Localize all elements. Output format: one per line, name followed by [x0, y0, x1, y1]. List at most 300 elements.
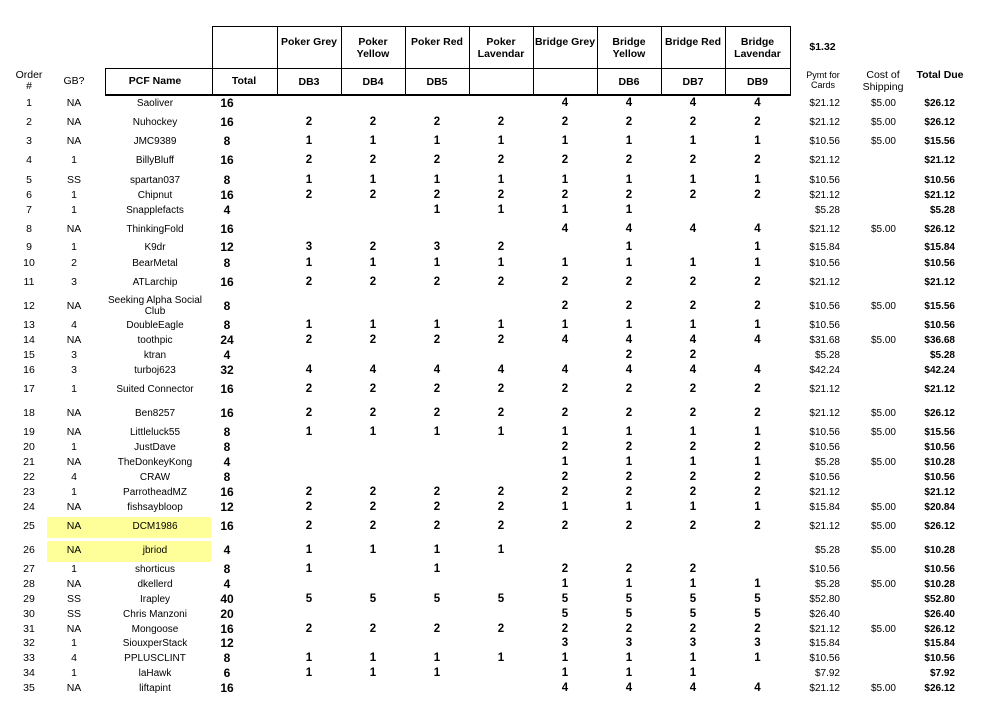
order-number: 12: [23, 300, 35, 312]
card-quantity: 1: [433, 135, 441, 147]
pcf-name: DoubleEagle: [126, 320, 184, 331]
card-quantity: 2: [754, 520, 761, 532]
shipping-cost: $5.00: [870, 335, 896, 346]
card-quantity: 1: [305, 319, 313, 331]
card-quantity: 3: [625, 637, 633, 649]
gb-value: NA: [66, 116, 82, 128]
card-quantity: 2: [305, 154, 313, 166]
card-quantity: 1: [689, 456, 697, 468]
payment-for-cards: $21.12: [809, 190, 840, 201]
card-quantity: 2: [433, 383, 441, 395]
card-quantity: 4: [433, 364, 441, 376]
order-hash-label: #: [26, 80, 32, 92]
card-quantity: 1: [305, 563, 313, 575]
total-due: $5.28: [929, 350, 955, 361]
order-number: 16: [23, 364, 35, 376]
card-quantity: 1: [754, 456, 761, 468]
card-quantity: 2: [433, 501, 441, 513]
payment-for-cards: $21.12: [809, 408, 840, 419]
shipping-cost: $5.00: [870, 502, 896, 513]
card-quantity: 1: [689, 578, 697, 590]
card-quantity: 2: [497, 383, 505, 395]
card-quantity: 1: [369, 426, 377, 438]
order-number: 13: [23, 319, 35, 331]
total-cards: 8: [223, 651, 231, 665]
card-quantity: 4: [561, 682, 569, 694]
card-quantity: 4: [497, 364, 505, 376]
gb-value: NA: [66, 407, 82, 419]
card-quantity: 1: [305, 174, 313, 186]
card-quantity: 4: [561, 223, 569, 235]
pcf-name: Seeking Alpha Social Club: [108, 295, 202, 317]
order-number: 6: [26, 189, 32, 201]
order-number: 34: [23, 667, 35, 679]
card-quantity: 1: [561, 652, 569, 664]
card-quantity: 3: [561, 637, 569, 649]
gb-value: 1: [71, 189, 77, 201]
payment-for-cards: $10.56: [809, 301, 840, 312]
card-quantity: 2: [561, 276, 569, 288]
card-quantity: 2: [561, 189, 569, 201]
gb-value: 3: [71, 276, 77, 288]
card-quantity: 1: [497, 544, 505, 556]
order-number: 27: [23, 563, 35, 575]
card-quantity: 2: [369, 154, 377, 166]
total-due: $10.56: [924, 175, 955, 186]
gb-value: 1: [71, 441, 77, 453]
shipping-cost: $5.00: [870, 624, 896, 635]
total-cards: 4: [223, 203, 231, 217]
pcf-name: BillyBluff: [135, 155, 175, 166]
card-quantity: 1: [689, 501, 697, 513]
payment-for-cards: $5.28: [814, 579, 840, 590]
card-quantity: 1: [689, 652, 697, 664]
card-quantity: 2: [689, 276, 697, 288]
gb-label: GB?: [63, 75, 85, 87]
card-quantity: 1: [305, 544, 313, 556]
card-quantity: 1: [497, 319, 505, 331]
card-quantity: 1: [305, 426, 313, 438]
total-cards: 20: [220, 607, 234, 621]
shipping-cost: $5.00: [870, 301, 896, 312]
card-quantity: 2: [754, 623, 761, 635]
card-quantity: 2: [369, 334, 377, 346]
payment-for-cards: $7.92: [814, 668, 840, 679]
card-quantity: 3: [689, 637, 697, 649]
total-cards: 16: [220, 622, 234, 636]
total-cards: 4: [223, 543, 231, 557]
gb-value: 3: [71, 349, 77, 361]
total-cards: 12: [220, 636, 234, 650]
card-quantity: 1: [561, 204, 569, 216]
shipping-cost: $5.00: [870, 457, 896, 468]
pcf-name: JustDave: [134, 442, 176, 453]
total-cards: 16: [220, 382, 234, 396]
total-cards: 24: [220, 333, 234, 347]
gb-value: NA: [66, 334, 82, 346]
order-number: 11: [23, 276, 35, 288]
card-quantity: 1: [625, 652, 633, 664]
card-quantity: 1: [754, 174, 761, 186]
gb-value: NA: [66, 520, 82, 532]
card-quantity: 2: [689, 349, 697, 361]
total-cards: 6: [223, 666, 231, 680]
total-cards: 8: [223, 256, 231, 270]
card-quantity: 3: [305, 241, 313, 253]
pcf-name: TheDonkeyKong: [117, 457, 193, 468]
payment-for-cards: $10.56: [809, 653, 840, 664]
card-quantity: 2: [625, 383, 633, 395]
shipping-cost: $5.00: [870, 521, 896, 532]
card-quantity: 2: [561, 623, 569, 635]
payment-for-cards: $31.68: [809, 335, 840, 346]
card-quantity: 1: [305, 135, 313, 147]
card-quantity: 2: [625, 520, 633, 532]
total-due: $26.12: [924, 683, 955, 694]
card-quantity: 2: [561, 300, 569, 312]
pcf-name: PPLUSCLINT: [124, 653, 186, 664]
card-quantity: 2: [754, 441, 761, 453]
shipping-cost: $5.00: [870, 545, 896, 556]
gb-value: NA: [66, 97, 82, 109]
total-due: $7.92: [929, 668, 955, 679]
card-quantity: 2: [369, 520, 377, 532]
card-header-top: Poker Yellow: [356, 36, 390, 60]
payment-for-cards: $15.84: [809, 638, 840, 649]
gb-value: NA: [66, 544, 82, 556]
total-cards: 8: [223, 425, 231, 439]
order-label: Order: [15, 69, 43, 81]
gb-value: SS: [66, 593, 81, 605]
card-quantity: 4: [754, 682, 761, 694]
card-quantity: 1: [625, 174, 633, 186]
order-number: 21: [23, 456, 35, 468]
gb-value: SS: [66, 174, 81, 186]
card-quantity: 1: [561, 135, 569, 147]
gb-value: 1: [71, 486, 77, 498]
payment-for-cards: $21.12: [809, 277, 840, 288]
payment-for-cards: $10.56: [809, 427, 840, 438]
gb-value: 1: [71, 204, 77, 216]
pcf-name: CRAW: [139, 472, 171, 483]
order-number: 25: [23, 520, 35, 532]
shipping-cost: $5.00: [870, 98, 896, 109]
gb-value: 1: [71, 563, 77, 575]
total-cards: 40: [220, 592, 234, 606]
card-quantity: 1: [433, 667, 441, 679]
total-cards: 16: [220, 222, 234, 236]
card-quantity: 3: [433, 241, 441, 253]
card-quantity: 1: [497, 174, 505, 186]
card-quantity: 5: [561, 608, 569, 620]
card-quantity: 1: [433, 319, 441, 331]
card-quantity: 2: [369, 383, 377, 395]
pcf-name: Ben8257: [134, 408, 176, 419]
order-number: 8: [26, 223, 32, 235]
pcf-name: Snapplefacts: [126, 205, 184, 216]
card-quantity: 1: [561, 456, 569, 468]
card-quantity: 1: [369, 174, 377, 186]
payment-for-cards: $52.80: [809, 594, 840, 605]
pcf-name: liftapint: [139, 683, 171, 694]
order-number: 28: [23, 578, 35, 590]
card-header-top: Bridge Red: [664, 36, 721, 48]
total-cards: 4: [223, 348, 231, 362]
card-quantity: 1: [561, 501, 569, 513]
payment-for-cards: $10.56: [809, 258, 840, 269]
payment-for-cards: $15.84: [809, 502, 840, 513]
total-cards: 12: [220, 240, 234, 254]
card-header-bottom: DB4: [362, 76, 384, 88]
gb-value: SS: [66, 608, 81, 620]
card-quantity: 2: [625, 349, 633, 361]
pcf-name: Saoliver: [136, 98, 174, 109]
card-quantity: 2: [497, 189, 505, 201]
order-number: 29: [23, 593, 35, 605]
total-due: $10.56: [924, 442, 955, 453]
total-due: $21.12: [924, 155, 955, 166]
card-quantity: 4: [625, 334, 633, 346]
shipping-label: Cost of Shipping: [862, 69, 904, 93]
card-quantity: 1: [433, 426, 441, 438]
card-quantity: 2: [369, 407, 377, 419]
card-quantity: 2: [625, 623, 633, 635]
total-cards: 16: [220, 96, 234, 110]
pcf-name: spartan037: [129, 175, 181, 186]
order-number: 18: [23, 407, 35, 419]
card-quantity: 2: [305, 116, 313, 128]
card-quantity: 5: [625, 608, 633, 620]
card-quantity: 1: [625, 319, 633, 331]
total-cards: 16: [220, 115, 234, 129]
card-quantity: 1: [754, 426, 761, 438]
total-cards: 4: [223, 577, 231, 591]
card-quantity: 2: [305, 501, 313, 513]
card-quantity: 1: [369, 257, 377, 269]
card-quantity: 1: [754, 578, 761, 590]
total-cards: 16: [220, 485, 234, 499]
gb-value: NA: [66, 223, 82, 235]
payment-for-cards: $10.56: [809, 472, 840, 483]
gb-value: NA: [66, 501, 82, 513]
total-label: Total: [231, 75, 257, 87]
order-number: 15: [23, 349, 35, 361]
card-quantity: 2: [433, 154, 441, 166]
card-quantity: 5: [754, 608, 761, 620]
total-cards: 8: [223, 440, 231, 454]
card-quantity: 4: [754, 334, 761, 346]
card-quantity: 1: [433, 204, 441, 216]
card-quantity: 2: [754, 116, 761, 128]
card-quantity: 4: [754, 364, 761, 376]
shipping-cost: $5.00: [870, 427, 896, 438]
card-quantity: 2: [754, 300, 761, 312]
total-due: $10.28: [924, 545, 955, 556]
total-due: $21.12: [924, 384, 955, 395]
pcf-name: ATLarchip: [132, 277, 178, 288]
card-quantity: 2: [433, 189, 441, 201]
order-number: 2: [26, 116, 32, 128]
card-quantity: 1: [754, 501, 761, 513]
total-due: $21.12: [924, 190, 955, 201]
card-quantity: 2: [625, 116, 633, 128]
card-header-bottom: DB6: [618, 76, 640, 88]
card-quantity: 4: [689, 334, 697, 346]
order-number: 31: [23, 623, 35, 635]
card-quantity: 1: [754, 319, 761, 331]
card-quantity: 2: [369, 623, 377, 635]
total-cards: 16: [220, 519, 234, 533]
order-number: 23: [23, 486, 35, 498]
card-header-top: Poker Red: [411, 36, 463, 48]
pcf-name: fishsaybloop: [127, 502, 183, 513]
total-cards: 8: [223, 318, 231, 332]
card-quantity: 2: [754, 154, 761, 166]
payment-for-cards: $21.12: [809, 624, 840, 635]
card-header-bottom: DB9: [746, 76, 768, 88]
card-quantity: 1: [754, 135, 761, 147]
card-quantity: 1: [497, 204, 505, 216]
card-quantity: 2: [497, 623, 505, 635]
gb-value: 4: [71, 652, 77, 664]
card-quantity: 2: [689, 623, 697, 635]
total-due: $15.56: [924, 136, 955, 147]
order-number: 3: [26, 135, 32, 147]
order-number: 22: [23, 471, 35, 483]
card-quantity: 4: [369, 364, 377, 376]
pcf-name: SiouxperStack: [122, 638, 188, 649]
pcf-name-label: PCF Name: [128, 75, 182, 87]
card-header-bottom: DB3: [298, 76, 320, 88]
payment-for-cards: $15.84: [809, 242, 840, 253]
gb-value: NA: [66, 300, 82, 312]
card-header-top: Bridge Grey: [534, 36, 596, 48]
card-quantity: 2: [689, 154, 697, 166]
pcf-name: BearMetal: [132, 258, 178, 269]
card-quantity: 2: [369, 486, 377, 498]
order-number: 4: [26, 154, 32, 166]
card-quantity: 4: [754, 97, 761, 109]
total-cards: 16: [220, 188, 234, 202]
card-quantity: 4: [689, 364, 697, 376]
header-bottom-line: [105, 94, 791, 96]
total-due: $15.84: [924, 242, 955, 253]
order-number: 10: [23, 257, 35, 269]
total-due: $5.28: [929, 205, 955, 216]
pcf-name: Littleluck55: [129, 427, 181, 438]
card-quantity: 1: [689, 319, 697, 331]
card-quantity: 2: [754, 486, 761, 498]
shipping-cost: $5.00: [870, 136, 896, 147]
card-quantity: 1: [625, 667, 633, 679]
card-quantity: 2: [561, 407, 569, 419]
total-cards: 8: [223, 173, 231, 187]
total-due: $10.56: [924, 472, 955, 483]
order-number: 24: [23, 501, 35, 513]
pcf-name: ParrotheadMZ: [123, 487, 187, 498]
card-quantity: 2: [369, 241, 377, 253]
card-quantity: 4: [625, 223, 633, 235]
card-quantity: 5: [369, 593, 377, 605]
card-quantity: 2: [497, 407, 505, 419]
card-quantity: 1: [305, 652, 313, 664]
total-due: $26.12: [924, 98, 955, 109]
payment-for-cards: $10.56: [809, 175, 840, 186]
card-quantity: 1: [625, 204, 633, 216]
total-cards: 8: [223, 470, 231, 484]
payment-for-cards: $10.56: [809, 136, 840, 147]
payment-for-cards: $5.28: [814, 545, 840, 556]
total-due-label: Total Due: [916, 69, 964, 81]
pcf-name: Mongoose: [131, 624, 179, 635]
card-quantity: 1: [561, 319, 569, 331]
card-quantity: 1: [369, 667, 377, 679]
card-quantity: 2: [561, 383, 569, 395]
card-quantity: 1: [497, 257, 505, 269]
gb-value: 3: [71, 364, 77, 376]
shipping-cost: $5.00: [870, 683, 896, 694]
payment-for-cards: $5.28: [814, 350, 840, 361]
pcf-name: ktran: [143, 350, 167, 361]
card-quantity: 2: [497, 154, 505, 166]
shipping-cost: $5.00: [870, 408, 896, 419]
card-quantity: 2: [689, 486, 697, 498]
payment-for-cards: $21.12: [809, 384, 840, 395]
card-quantity: 5: [433, 593, 441, 605]
card-quantity: 2: [561, 486, 569, 498]
total-cards: 16: [220, 275, 234, 289]
total-due: $36.68: [924, 335, 955, 346]
card-quantity: 4: [689, 682, 697, 694]
total-due: $21.12: [924, 277, 955, 288]
total-due: $52.80: [924, 594, 955, 605]
total-due: $26.40: [924, 609, 955, 620]
order-number: 1: [26, 97, 32, 109]
total-due: $10.28: [924, 579, 955, 590]
total-cards: 16: [220, 153, 234, 167]
pcf-name: K9dr: [144, 242, 166, 253]
card-quantity: 1: [625, 578, 633, 590]
total-due: $10.56: [924, 258, 955, 269]
card-quantity: 1: [369, 135, 377, 147]
card-quantity: 1: [689, 174, 697, 186]
total-due: $15.56: [924, 427, 955, 438]
order-number: 33: [23, 652, 35, 664]
card-quantity: 1: [497, 652, 505, 664]
pcf-name: JMC9389: [133, 136, 177, 147]
card-quantity: 2: [689, 116, 697, 128]
card-quantity: 2: [433, 520, 441, 532]
card-quantity: 2: [625, 563, 633, 575]
card-quantity: 1: [433, 174, 441, 186]
gb-value: NA: [66, 456, 82, 468]
card-header-bottom: DB5: [426, 76, 448, 88]
card-quantity: 5: [689, 608, 697, 620]
card-quantity: 2: [689, 520, 697, 532]
card-quantity: 2: [497, 520, 505, 532]
card-quantity: 2: [625, 407, 633, 419]
gb-value: NA: [66, 623, 82, 635]
card-quantity: 2: [497, 334, 505, 346]
card-quantity: 1: [497, 426, 505, 438]
total-due: $42.24: [924, 365, 955, 376]
card-quantity: 1: [625, 241, 633, 253]
card-quantity: 1: [433, 652, 441, 664]
card-quantity: 2: [497, 116, 505, 128]
payment-for-cards: $21.12: [809, 155, 840, 166]
card-quantity: 1: [689, 426, 697, 438]
card-quantity: 2: [754, 407, 761, 419]
